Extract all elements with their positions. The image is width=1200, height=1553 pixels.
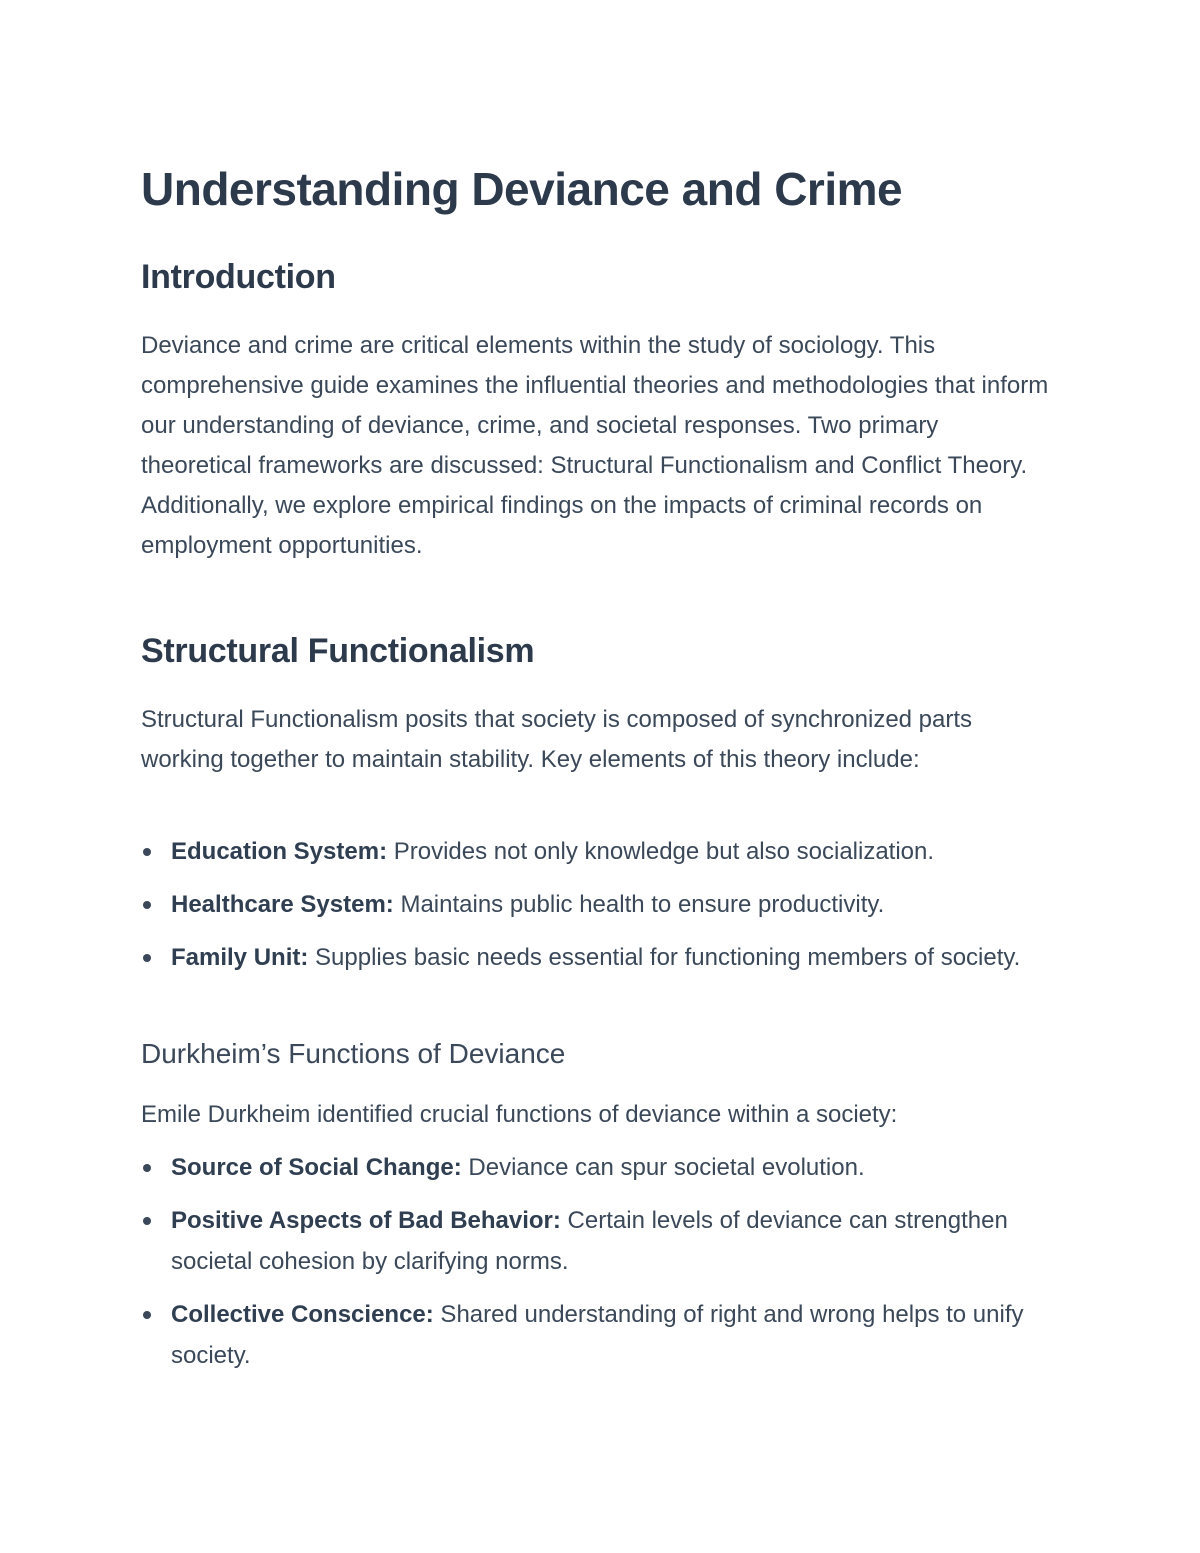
list-item-term: Positive Aspects of Bad Behavior <box>171 1207 553 1234</box>
list-item-term: Family Unit <box>171 944 301 971</box>
bullet-icon <box>143 901 151 909</box>
durkheim-functions-list <box>141 1147 1056 1388</box>
list-item-text: Shared understanding of right and wrong helps to unify society. <box>171 1301 1024 1369</box>
list-item <box>141 937 1056 978</box>
bullet-icon <box>143 848 151 856</box>
structural-elements-list <box>141 831 1056 990</box>
list-item-text: Maintains public health to ensure productivity. <box>393 891 885 918</box>
list-item-text: Certain levels of deviance can strengthen societal cohesion by clarifying norms. <box>171 1207 1008 1275</box>
list-item-separator: : <box>453 1154 462 1181</box>
subsection-heading-durkheim: Durkheim’s Functions of Deviance <box>141 1038 566 1069</box>
list-item-term: Collective Conscience <box>171 1301 426 1328</box>
introduction-paragraph: Deviance and crime are critical elements within the study of sociology. This comprehensive guide examines the influential theories and methodologies that inform our understanding of deviance, crime, and societal responses. Two primary theoretical frameworks are discussed: Structural Functionalism and Conflict Theory. Additionally, we explore empirical findings on the impacts of criminal records on employment opportunities. <box>141 332 1049 559</box>
list-item-separator: : <box>385 891 394 918</box>
structural-functionalism-paragraph: Structural Functionalism posits that society is composed of synchronized parts working together to maintain stability. Key elements of this theory include: <box>141 706 973 773</box>
bullet-icon <box>143 1217 151 1225</box>
list-item <box>141 884 1056 925</box>
list-item <box>141 1147 1056 1188</box>
section-heading-introduction: Introduction <box>141 258 336 296</box>
list-item <box>141 1200 1056 1282</box>
bullet-icon <box>143 954 151 962</box>
list-item-text: Deviance can spur societal evolution. <box>461 1154 865 1181</box>
bullet-icon <box>143 1311 151 1319</box>
list-item-separator: : <box>552 1207 561 1234</box>
bullet-icon <box>143 1164 151 1172</box>
document-title: Understanding Deviance and Crime <box>141 163 903 215</box>
section-heading-structural-functionalism: Structural Functionalism <box>141 632 535 670</box>
list-item-text: Provides not only knowledge but also socialization. <box>387 838 935 865</box>
list-item-separator: : <box>379 838 388 865</box>
list-item-separator: : <box>300 944 309 971</box>
list-item-term: Source of Social Change <box>171 1154 454 1181</box>
list-item-term: Education System <box>171 838 380 865</box>
list-item <box>141 831 1056 872</box>
list-item-term: Healthcare System <box>171 891 386 918</box>
list-item-separator: : <box>425 1301 434 1328</box>
list-item <box>141 1294 1056 1376</box>
list-item-text: Supplies basic needs essential for functioning members of society. <box>308 944 1021 971</box>
durkheim-paragraph: Emile Durkheim identified crucial functions of deviance within a society: <box>141 1101 898 1128</box>
